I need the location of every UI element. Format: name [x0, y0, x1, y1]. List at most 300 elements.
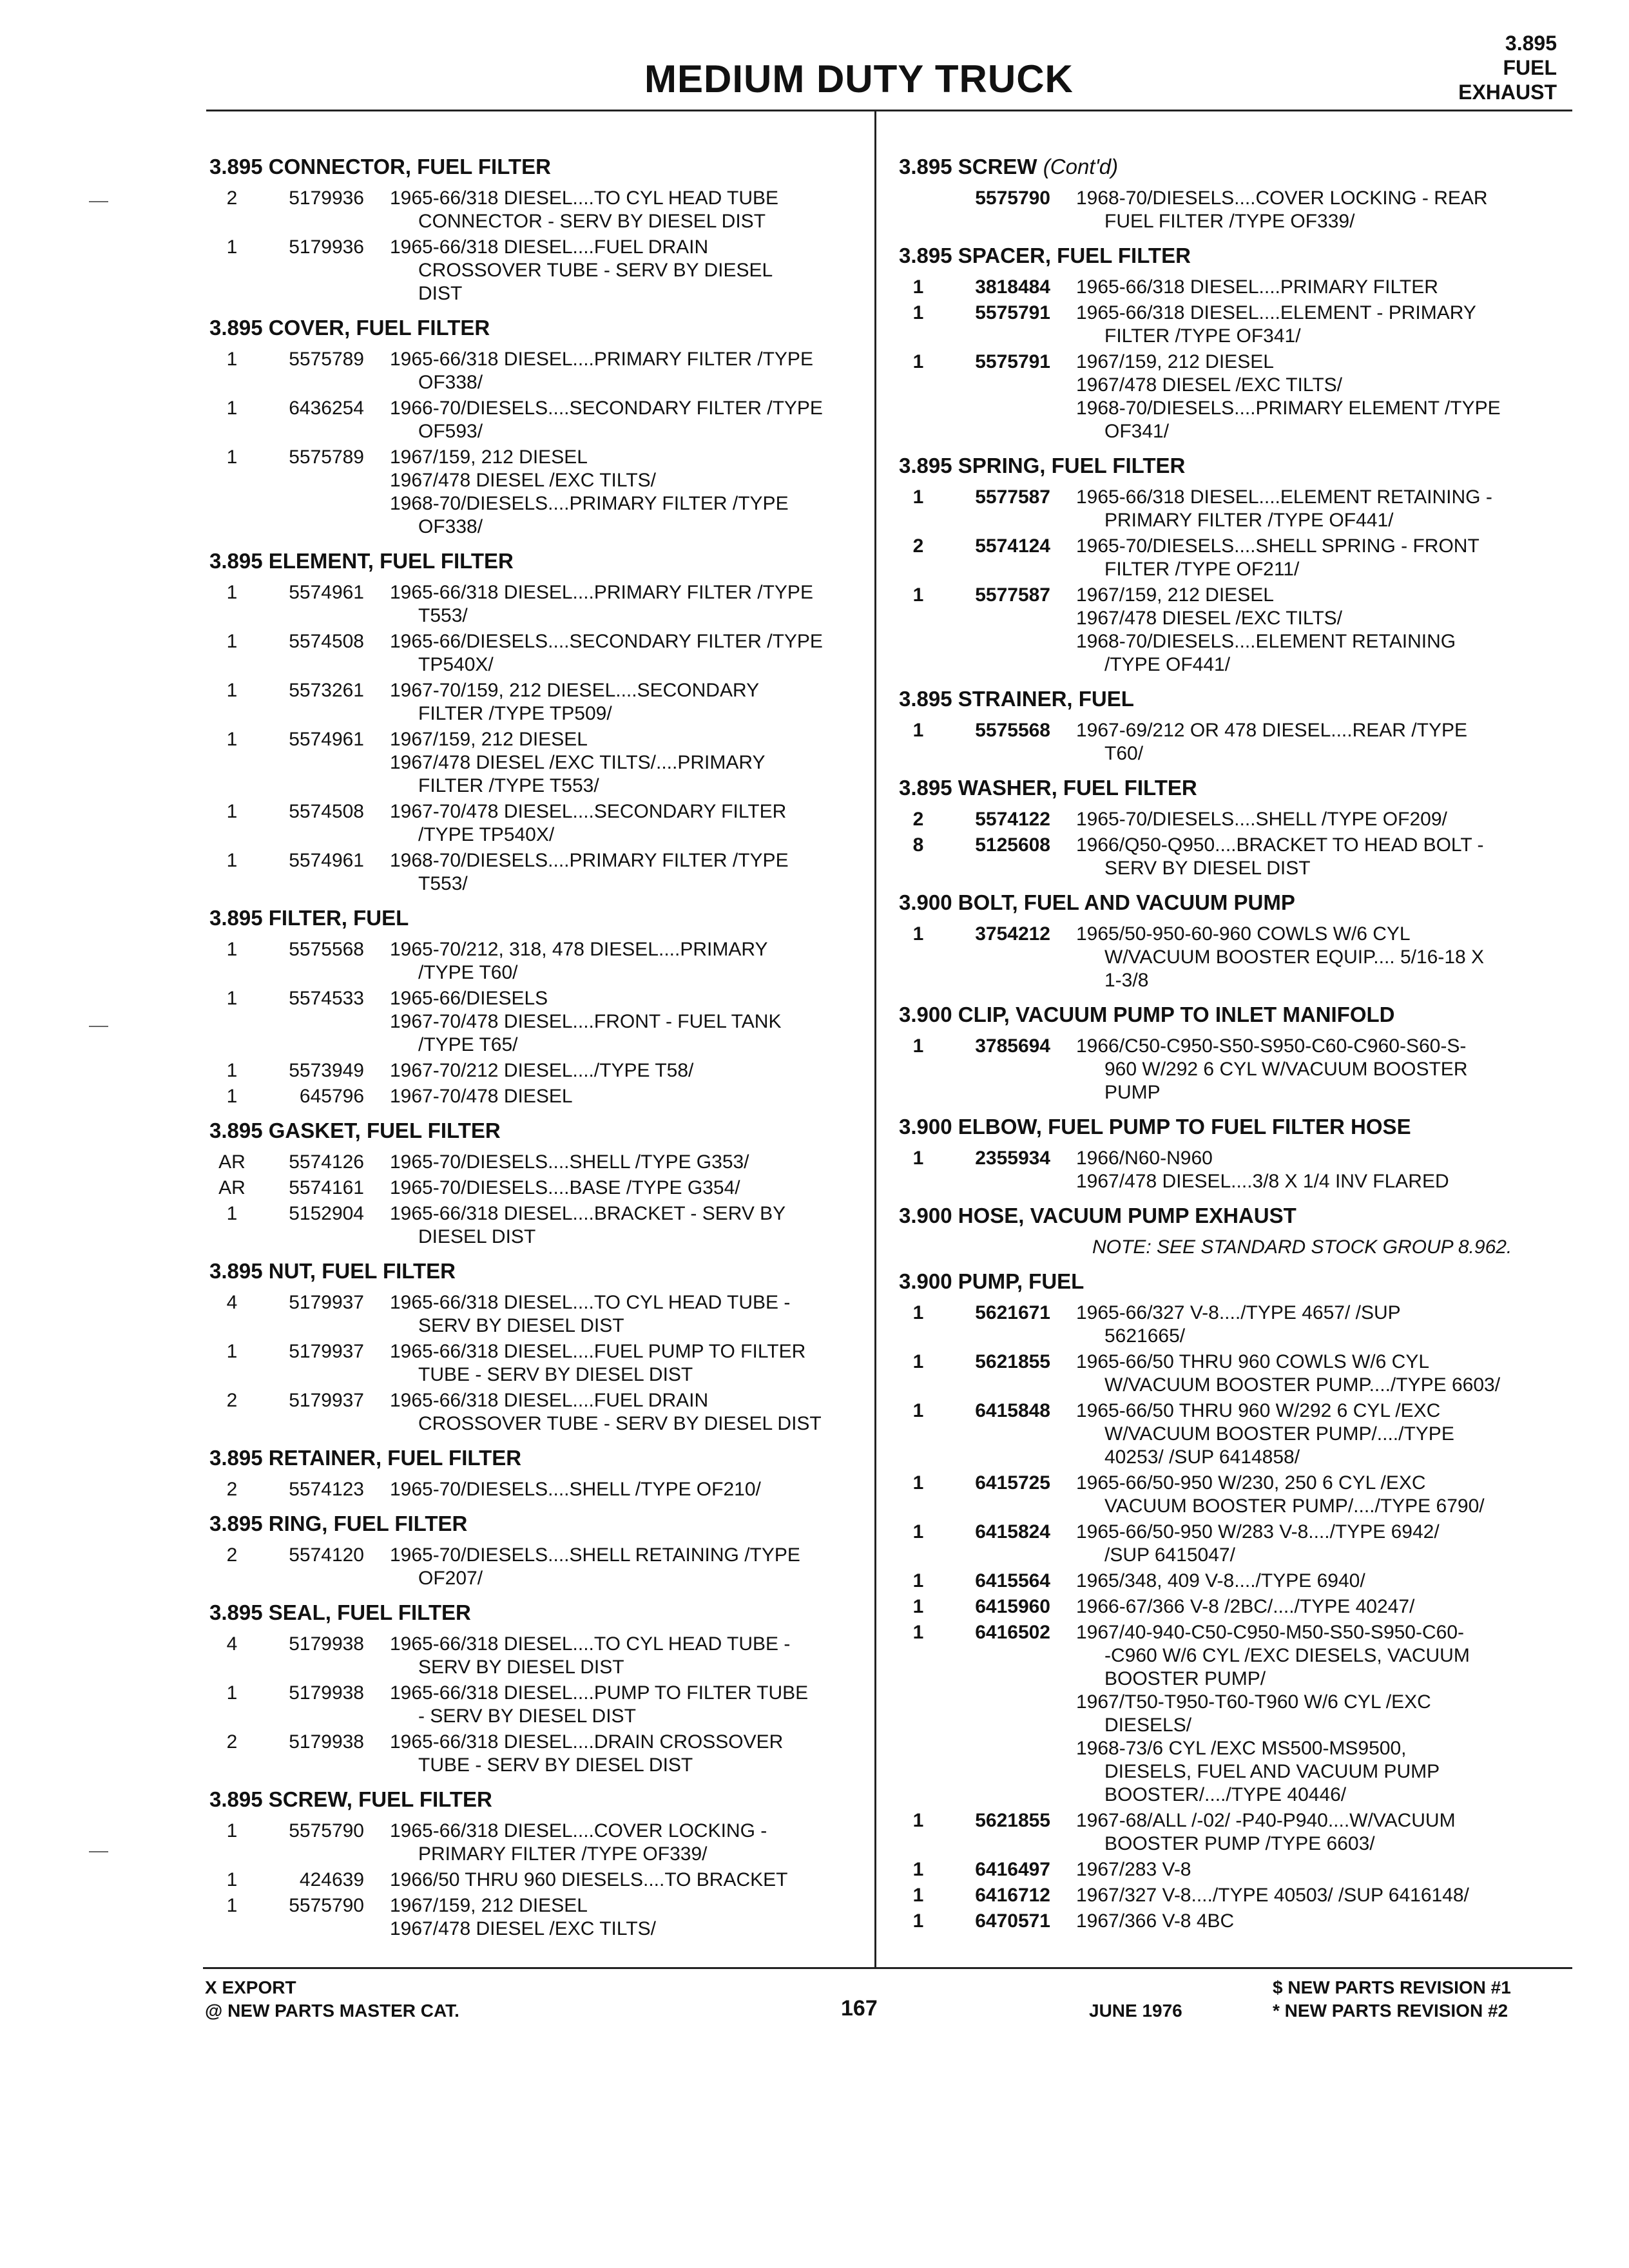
parts-section: [209, 1445, 863, 1501]
description-line: DIST: [418, 283, 463, 304]
part-quantity: 1: [226, 1682, 238, 1704]
description-line: 1965-66/318 DIESEL....COVER LOCKING -: [390, 1820, 767, 1841]
description-line: 1965-70/DIESELS....SHELL SPRING - FRONT: [1076, 535, 1480, 557]
description-line: 1965-66/50 THRU 960 W/292 6 CYL /EXC: [1076, 1400, 1441, 1421]
section-title: [209, 1117, 863, 1144]
part-description: [390, 1059, 863, 1082]
part-description: [390, 1389, 863, 1436]
part-description: [1076, 1147, 1569, 1193]
description-line: W/VACUUM BOOSTER PUMP/..../TYPE: [1104, 1423, 1454, 1445]
parts-section: [899, 1113, 1569, 1193]
parts-section: [209, 1258, 863, 1436]
description-line: 1966-70/DIESELS....SECONDARY FILTER /TYPE: [390, 398, 823, 419]
section-title: [899, 452, 1569, 479]
section-title: [899, 774, 1569, 802]
footer-revision-2: * NEW PARTS REVISION #2: [1273, 2001, 1509, 2021]
part-number: 5575568: [289, 939, 364, 960]
part-quantity: 1: [912, 1859, 924, 1880]
description-line: SERV BY DIESEL DIST: [418, 1657, 624, 1678]
part-description: [390, 1544, 863, 1590]
parts-section: [899, 1268, 1569, 1933]
part-quantity: 1: [226, 988, 238, 1009]
description-line: 5621665/: [1104, 1325, 1186, 1347]
part-number: 5152904: [289, 1203, 364, 1224]
part-description: [390, 1340, 863, 1387]
description-line: 1965-66/318 DIESEL....DRAIN CROSSOVER: [390, 1731, 784, 1753]
page-title: MEDIUM DUTY TRUCK: [644, 57, 1074, 101]
part-number: 5179937: [289, 1292, 364, 1313]
part-row: [899, 1858, 1569, 1881]
part-description: [390, 938, 863, 985]
part-description: [390, 679, 863, 726]
part-quantity: 4: [226, 1292, 238, 1313]
description-line: 40253/ /SUP 6414858/: [1104, 1446, 1300, 1468]
description-line: 1965-66/DIESELS....SECONDARY FILTER /TYPE: [390, 631, 823, 652]
part-quantity: [899, 187, 938, 233]
part-row: [899, 923, 1569, 992]
part-description: [1076, 584, 1569, 677]
description-line: 1967/478 DIESEL /EXC TILTS/: [390, 470, 656, 491]
description-line: 1965-66/318 DIESEL....FUEL PUMP TO FILTER: [390, 1341, 806, 1362]
margin-mark: [89, 1026, 108, 1027]
part-description: [1076, 1884, 1569, 1907]
description-line: T553/: [418, 873, 468, 894]
part-number: 5574161: [289, 1177, 364, 1198]
description-line: /TYPE T60/: [418, 962, 518, 983]
description-line: OF593/: [418, 421, 483, 442]
part-description: [390, 187, 863, 233]
section-title-text: 3.895 FILTER, FUEL: [209, 906, 409, 930]
description-line: 1967-70/159, 212 DIESEL....SECONDARY: [390, 680, 760, 701]
part-quantity: 2: [226, 187, 238, 209]
description-line: FILTER /TYPE TP509/: [418, 703, 612, 724]
description-line: - SERV BY DIESEL DIST: [418, 1706, 636, 1727]
footer-export-note: X EXPORT: [205, 1977, 296, 1997]
section-title-text: 3.895 SCREW, FUEL FILTER: [209, 1787, 492, 1811]
section-title: [209, 1258, 863, 1285]
section-title-text: 3.895 NUT, FUEL FILTER: [209, 1259, 456, 1283]
section-title: [899, 1268, 1569, 1295]
part-quantity: 1: [226, 582, 238, 603]
part-description: [390, 1085, 863, 1108]
part-row: [899, 486, 1569, 532]
description-line: 1968-70/DIESELS....PRIMARY ELEMENT /TYPE: [1076, 398, 1501, 419]
part-quantity: 2: [226, 1544, 238, 1566]
part-number: 5575568: [975, 720, 1050, 741]
part-description: [1076, 486, 1569, 532]
part-description: [1076, 1399, 1569, 1469]
part-description: [390, 446, 863, 539]
part-description: [390, 1682, 863, 1728]
description-line: CONNECTOR - SERV BY DIESEL DIST: [418, 211, 766, 232]
description-line: 1965-66/318 DIESEL....ELEMENT - PRIMARY: [1076, 302, 1476, 323]
part-row: [209, 1894, 863, 1941]
part-number: 5573261: [289, 680, 364, 701]
part-quantity: 1: [912, 1570, 924, 1591]
part-number: 3754212: [975, 923, 1050, 945]
part-quantity: 1: [226, 801, 238, 822]
description-line: 1965-66/318 DIESEL....PUMP TO FILTER TUBE: [390, 1682, 809, 1704]
part-number: 5574961: [289, 582, 364, 603]
part-row: [209, 1177, 863, 1200]
parts-section: [209, 1786, 863, 1941]
part-description: [1076, 1809, 1569, 1856]
part-number: 5621855: [975, 1810, 1050, 1831]
section-title-continued: (Cont'd): [1043, 155, 1119, 178]
part-row: [899, 351, 1569, 443]
part-number: 5575790: [289, 1820, 364, 1841]
part-number: 6416502: [975, 1622, 1050, 1643]
parts-section: [209, 1510, 863, 1590]
part-quantity: 1: [226, 1203, 238, 1224]
description-line: SERV BY DIESEL DIST: [1104, 858, 1311, 879]
description-line: 1967-68/ALL /-02/ -P40-P940....W/VACUUM: [1076, 1810, 1456, 1831]
part-description: [390, 630, 863, 677]
part-quantity: 1: [226, 349, 238, 370]
description-line: SERV BY DIESEL DIST: [418, 1315, 624, 1336]
section-title: [209, 314, 863, 341]
section-title: [899, 889, 1569, 916]
parts-section: [899, 889, 1569, 992]
part-number: 5621855: [975, 1351, 1050, 1372]
part-number: 6416497: [975, 1859, 1050, 1880]
description-line: 1966/50 THRU 960 DIESELS....TO BRACKET: [390, 1869, 788, 1890]
part-number: 5575789: [289, 349, 364, 370]
part-number: 6415960: [975, 1596, 1050, 1617]
section-note: NOTE: SEE STANDARD STOCK GROUP 8.962.: [1092, 1236, 1512, 1258]
part-description: [1076, 808, 1569, 831]
part-quantity: 1: [226, 1341, 238, 1362]
footer-revision-1: $ NEW PARTS REVISION #1: [1273, 1977, 1511, 1997]
part-quantity: 1: [912, 302, 924, 323]
description-line: 1968-70/DIESELS....ELEMENT RETAINING: [1076, 631, 1456, 652]
group-number: 3.895: [1505, 32, 1557, 55]
column-divider: [874, 110, 876, 1967]
description-line: 1967/159, 212 DIESEL: [1076, 584, 1274, 606]
part-row: [899, 1035, 1569, 1104]
description-line: VACUUM BOOSTER PUMP/..../TYPE 6790/: [1104, 1495, 1485, 1517]
part-row: [209, 1389, 863, 1436]
part-number: 6436254: [289, 398, 364, 419]
description-line: 1967/T50-T950-T60-T960 W/6 CYL /EXC: [1076, 1691, 1431, 1713]
part-description: [390, 1478, 863, 1501]
description-line: 1965-66/327 V-8..../TYPE 4657/ /SUP: [1076, 1302, 1401, 1323]
parts-section: [209, 1117, 863, 1249]
description-line: 1-3/8: [1104, 970, 1149, 991]
part-number: 5179936: [289, 187, 364, 209]
description-line: /TYPE OF441/: [1104, 654, 1231, 675]
part-number: 5573949: [289, 1060, 364, 1081]
part-description: [1076, 1035, 1569, 1104]
section-title-text: 3.895 STRAINER, FUEL: [899, 687, 1134, 711]
description-line: -C960 W/6 CYL /EXC DIESELS, VACUUM: [1104, 1645, 1470, 1666]
description-line: 1967/366 V-8 4BC: [1076, 1910, 1235, 1932]
part-quantity: AR: [218, 1151, 246, 1173]
description-line: 1965-66/50-950 W/283 V-8..../TYPE 6942/: [1076, 1521, 1440, 1542]
description-line: 1965-66/318 DIESEL....FUEL DRAIN: [390, 236, 709, 258]
part-row: [899, 1570, 1569, 1593]
section-title-text: 3.895 SEAL, FUEL FILTER: [209, 1600, 471, 1624]
section-title: [899, 1113, 1569, 1140]
part-quantity: 1: [226, 1869, 238, 1890]
part-description: [390, 581, 863, 628]
part-row: [209, 849, 863, 896]
part-quantity: 8: [912, 834, 924, 856]
description-line: 1967/159, 212 DIESEL: [390, 1895, 588, 1916]
part-number: 5179937: [289, 1341, 364, 1362]
part-row: [899, 1302, 1569, 1348]
description-line: CROSSOVER TUBE - SERV BY DIESEL: [418, 260, 773, 281]
part-quantity: 1: [226, 1086, 238, 1107]
part-description: [1076, 1570, 1569, 1593]
part-row: [899, 1472, 1569, 1518]
part-row: [209, 446, 863, 539]
part-number: 6415848: [975, 1400, 1050, 1421]
part-quantity: 2: [912, 535, 924, 557]
section-title-text: 3.900 BOLT, FUEL AND VACUUM PUMP: [899, 890, 1295, 914]
description-line: 1965/348, 409 V-8..../TYPE 6940/: [1076, 1570, 1365, 1591]
part-description: [390, 1633, 863, 1679]
description-line: 1965-66/318 DIESEL....ELEMENT RETAINING -: [1076, 486, 1492, 508]
description-line: DIESELS, FUEL AND VACUUM PUMP: [1104, 1761, 1440, 1782]
part-row: [899, 834, 1569, 880]
part-row: [899, 1809, 1569, 1856]
part-row: [209, 581, 863, 628]
header-rule: [206, 110, 1572, 111]
part-row: [899, 808, 1569, 831]
part-number: 5179937: [289, 1390, 364, 1411]
part-number: 5574124: [975, 535, 1050, 557]
part-row: [209, 187, 863, 233]
description-line: 1967/283 V-8: [1076, 1859, 1191, 1880]
part-row: [209, 1544, 863, 1590]
parts-section: [899, 686, 1569, 765]
description-line: DIESELS/: [1104, 1715, 1192, 1736]
part-row: [209, 1340, 863, 1387]
part-row: [209, 1820, 863, 1866]
description-line: OF207/: [418, 1568, 483, 1589]
description-line: TUBE - SERV BY DIESEL DIST: [418, 1754, 693, 1776]
description-line: BOOSTER PUMP /TYPE 6603/: [1104, 1833, 1375, 1854]
part-row: [209, 1291, 863, 1338]
part-description: [390, 849, 863, 896]
part-row: [899, 1910, 1569, 1933]
parts-section: [209, 153, 863, 305]
part-number: 5574508: [289, 801, 364, 822]
part-row: [209, 728, 863, 798]
description-line: 1965-66/50 THRU 960 COWLS W/6 CYL: [1076, 1351, 1430, 1372]
part-description: [1076, 187, 1569, 233]
part-number: 5179938: [289, 1682, 364, 1704]
part-description: [390, 1177, 863, 1200]
part-description: [390, 1894, 863, 1941]
description-line: 960 W/292 6 CYL W/VACUUM BOOSTER: [1104, 1059, 1468, 1080]
part-number: 424639: [299, 1869, 364, 1890]
description-line: PRIMARY FILTER /TYPE OF441/: [1104, 510, 1394, 531]
description-line: CROSSOVER TUBE - SERV BY DIESEL DIST: [418, 1413, 822, 1434]
part-quantity: 1: [912, 276, 924, 298]
part-description: [390, 728, 863, 798]
part-number: 6470571: [975, 1910, 1050, 1932]
description-line: 1967-70/478 DIESEL....FRONT - FUEL TANK: [390, 1011, 782, 1032]
section-title-text: 3.900 PUMP, FUEL: [899, 1269, 1084, 1293]
description-line: 1967/159, 212 DIESEL: [1076, 351, 1274, 372]
group-identifier: [1458, 31, 1557, 104]
part-quantity: 1: [226, 680, 238, 701]
part-number: 5575790: [289, 1895, 364, 1916]
description-line: OF338/: [418, 372, 483, 393]
section-title: [899, 242, 1569, 269]
description-line: 1967/40-940-C50-C950-M50-S50-S950-C60-: [1076, 1622, 1465, 1643]
part-description: [1076, 923, 1569, 992]
description-line: DIESEL DIST: [418, 1226, 536, 1247]
part-number: 5575789: [289, 447, 364, 468]
section-title-text: 3.895 COVER, FUEL FILTER: [209, 316, 490, 340]
part-quantity: 1: [226, 631, 238, 652]
part-quantity: 2: [226, 1390, 238, 1411]
description-line: 1967-70/478 DIESEL: [390, 1086, 573, 1107]
description-line: T60/: [1104, 743, 1144, 764]
description-line: 1967/478 DIESEL /EXC TILTS/: [1076, 374, 1342, 396]
description-line: FUEL FILTER /TYPE OF339/: [1104, 211, 1355, 232]
part-row: [209, 1478, 863, 1501]
part-description: [1076, 1910, 1569, 1933]
part-quantity: 1: [912, 584, 924, 606]
description-line: 1967/327 V-8..../TYPE 40503/ /SUP 6416148/: [1076, 1885, 1469, 1906]
parts-section: [209, 548, 863, 896]
section-title: [209, 1786, 863, 1813]
part-quantity: 1: [912, 1148, 924, 1169]
part-quantity: 4: [226, 1633, 238, 1655]
part-number: 5574126: [289, 1151, 364, 1173]
description-line: 1965-70/DIESELS....SHELL /TYPE OF210/: [390, 1479, 761, 1500]
part-row: [209, 1059, 863, 1082]
description-line: 1968-70/DIESELS....PRIMARY FILTER /TYPE: [390, 493, 789, 514]
part-description: [1076, 1621, 1569, 1807]
part-quantity: 1: [912, 1472, 924, 1494]
section-title: [899, 153, 1569, 180]
part-description: [390, 348, 863, 394]
part-row: [899, 302, 1569, 348]
part-quantity: 1: [912, 1622, 924, 1643]
description-line: 1967/478 DIESEL....3/8 X 1/4 INV FLARED: [1076, 1171, 1449, 1192]
footer-rule: [203, 1967, 1572, 1969]
section-title-text: 3.895 RING, FUEL FILTER: [209, 1512, 468, 1535]
part-quantity: 1: [912, 923, 924, 945]
section-title-text: 3.900 CLIP, VACUUM PUMP TO INLET MANIFOLD: [899, 1003, 1395, 1026]
parts-section: [899, 1001, 1569, 1104]
part-description: [1076, 1302, 1569, 1348]
part-quantity: 1: [912, 1910, 924, 1932]
part-description: [1076, 351, 1569, 443]
part-number: 5577587: [975, 486, 1050, 508]
description-line: BOOSTER PUMP/: [1104, 1668, 1266, 1689]
description-line: 1965-66/318 DIESEL....FUEL DRAIN: [390, 1390, 709, 1411]
part-number: 5179938: [289, 1731, 364, 1753]
description-line: 1965-66/318 DIESEL....TO CYL HEAD TUBE -: [390, 1292, 791, 1313]
part-row: [209, 800, 863, 847]
part-description: [1076, 276, 1569, 299]
part-description: [390, 397, 863, 443]
section-title: [899, 1202, 1569, 1229]
part-number: 3785694: [975, 1035, 1050, 1057]
description-line: 1965-66/318 DIESEL....TO CYL HEAD TUBE -: [390, 1633, 791, 1655]
part-row: [209, 938, 863, 985]
description-line: OF341/: [1104, 421, 1170, 442]
parts-section: [899, 153, 1569, 233]
description-line: PRIMARY FILTER /TYPE OF339/: [418, 1843, 708, 1865]
description-line: OF338/: [418, 516, 483, 537]
description-line: 1965-66/50-950 W/230, 250 6 CYL /EXC: [1076, 1472, 1426, 1494]
part-number: 5574508: [289, 631, 364, 652]
part-number: 5577587: [975, 584, 1050, 606]
part-description: [1076, 302, 1569, 348]
description-line: 1967/478 DIESEL /EXC TILTS/....PRIMARY: [390, 752, 766, 773]
part-row: [899, 1595, 1569, 1619]
part-description: [1076, 1595, 1569, 1619]
part-row: [899, 1399, 1569, 1469]
part-quantity: 1: [912, 351, 924, 372]
section-title: [209, 153, 863, 180]
description-line: 1965-66/DIESELS: [390, 988, 548, 1009]
description-line: 1965-66/318 DIESEL....PRIMARY FILTER: [1076, 276, 1438, 298]
left-column: [209, 148, 863, 1950]
section-title: [209, 548, 863, 575]
parts-section: [899, 452, 1569, 677]
part-number: 2355934: [975, 1148, 1050, 1169]
description-line: 1968-70/DIESELS....PRIMARY FILTER /TYPE: [390, 850, 789, 871]
description-line: /TYPE TP540X/: [418, 824, 555, 845]
description-line: 1967/478 DIESEL /EXC TILTS/: [390, 1918, 656, 1939]
description-line: W/VACUUM BOOSTER PUMP..../TYPE 6603/: [1104, 1374, 1501, 1396]
part-row: [209, 1085, 863, 1108]
part-quantity: 1: [912, 1035, 924, 1057]
part-number: 5575791: [975, 351, 1050, 372]
parts-section: [209, 314, 863, 539]
description-line: 1967/478 DIESEL /EXC TILTS/: [1076, 608, 1342, 629]
part-quantity: 2: [226, 1479, 238, 1500]
part-quantity: 1: [226, 729, 238, 750]
description-line: 1968-73/6 CYL /EXC MS500-MS9500,: [1076, 1738, 1407, 1759]
part-row: [209, 348, 863, 394]
part-quantity: 1: [226, 447, 238, 468]
part-number: 6416712: [975, 1885, 1050, 1906]
description-line: 1968-70/DIESELS....COVER LOCKING - REAR: [1076, 187, 1488, 209]
part-number: 5574961: [289, 729, 364, 750]
description-line: 1966/C50-C950-S50-S950-C60-C960-S60-S-: [1076, 1035, 1467, 1057]
description-line: 1965-66/318 DIESEL....BRACKET - SERV BY: [390, 1203, 786, 1224]
part-description: [390, 1291, 863, 1338]
part-number: 5125608: [975, 834, 1050, 856]
section-title-text: 3.895 RETAINER, FUEL FILTER: [209, 1446, 522, 1470]
description-line: 1965-70/212, 318, 478 DIESEL....PRIMARY: [390, 939, 768, 960]
part-row: [899, 187, 1569, 233]
description-line: FILTER /TYPE T553/: [418, 775, 599, 796]
section-title-text: 3.895 CONNECTOR, FUEL FILTER: [209, 155, 551, 178]
part-row: [899, 1350, 1569, 1397]
part-row: [899, 535, 1569, 581]
description-line: 1965-70/DIESELS....SHELL /TYPE G353/: [390, 1151, 749, 1173]
part-description: [390, 1202, 863, 1249]
part-number: 5575791: [975, 302, 1050, 323]
description-line: 1967-70/478 DIESEL....SECONDARY FILTER: [390, 801, 787, 822]
part-number: 6415564: [975, 1570, 1050, 1591]
section-title: [209, 1445, 863, 1472]
part-number: 6415725: [975, 1472, 1050, 1494]
part-row: [209, 679, 863, 726]
part-row: [899, 1621, 1569, 1807]
part-number: 645796: [299, 1086, 364, 1107]
